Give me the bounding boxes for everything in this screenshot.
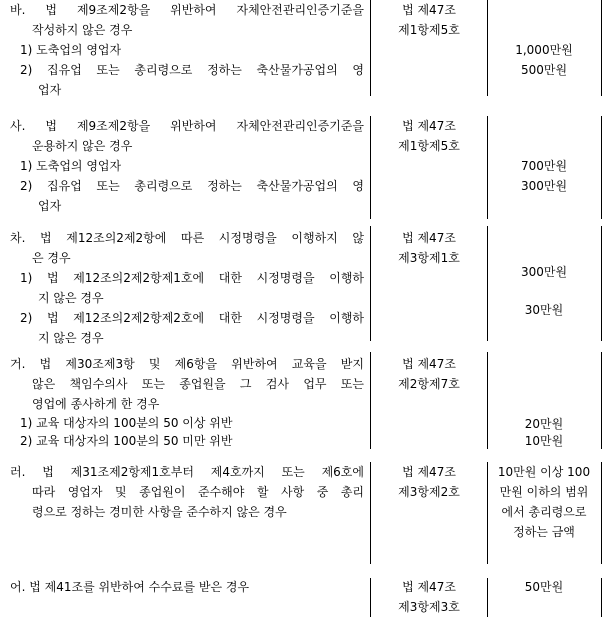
violation-line: 업자	[38, 83, 62, 97]
fine-amount: 20만원	[524, 417, 564, 431]
table-right-border	[601, 578, 602, 617]
violation-line: 지 않은 경우	[38, 291, 104, 305]
legal-basis: 법 제47조 제2항제7호	[398, 357, 460, 391]
legal-basis: 법 제47조 제3항제1호	[398, 231, 460, 265]
table-right-border	[601, 116, 602, 219]
column-divider-right	[487, 0, 488, 96]
column-divider-left	[370, 578, 371, 617]
fine-amount: 700만원	[520, 159, 568, 173]
violation-line: 1) 법 제12조의2제2항제1호에 대한 시정명령을 이행하	[20, 271, 364, 285]
violation-line: 바. 법 제9조제2항을 위반하여 자체안전관리인증기준을	[10, 3, 364, 17]
violation-line: 러. 법 제31조제2항제1호부터 제4호까지 또는 제6호에	[10, 465, 364, 479]
violation-line: 차. 법 제12조의2제2항에 따른 시정명령을 이행하지 않	[10, 231, 364, 245]
violation-line: 사. 법 제9조제2항을 위반하여 자체안전관리인증기준을	[10, 119, 364, 133]
violation-line: 운용하지 않은 경우	[32, 139, 133, 153]
table-right-border	[601, 226, 602, 341]
column-divider-right	[487, 578, 488, 617]
fine-amount: 1,000만원	[515, 43, 573, 57]
table-right-border	[601, 0, 602, 96]
violation-line: 작성하지 않은 경우	[32, 23, 133, 37]
legal-basis: 법 제47조 제1항제5호	[398, 119, 460, 153]
violation-description	[10, 0, 364, 100]
column-divider-right	[487, 226, 488, 341]
violation-line: 2) 교육 대상자의 100분의 50 미만 위반	[20, 434, 233, 448]
violation-description	[10, 354, 364, 450]
legal-basis: 법 제47조 제1항제5호	[398, 3, 460, 37]
violation-line: 영업에 종사하게 한 경우	[32, 397, 160, 411]
fine-amount-range: 10만원 이상 100 만원 이하의 범위 에서 총리령으로 정하는 금액	[497, 465, 591, 539]
legal-basis: 법 제47조 제3항제3호	[398, 580, 460, 614]
violation-line: 따라 영업자 및 종업원이 준수해야 할 사항 중 총리	[32, 485, 364, 499]
violation-line: 지 않은 경우	[38, 331, 104, 345]
table-right-border	[601, 352, 602, 449]
violation-line: 1) 도축업의 영업자	[20, 43, 122, 57]
violation-line: 령으로 정하는 경미한 사항을 준수하지 않은 경우	[32, 505, 287, 519]
column-divider-right	[487, 116, 488, 219]
violation-line: 2) 집유업 또는 총리령으로 정하는 축산물가공업의 영	[20, 179, 364, 193]
column-divider-left	[370, 226, 371, 341]
violation-line: 2) 집유업 또는 총리령으로 정하는 축산물가공업의 영	[20, 63, 364, 77]
column-divider-left	[370, 116, 371, 219]
legal-basis: 법 제47조 제3항제2호	[398, 465, 460, 499]
violation-description	[10, 577, 364, 597]
violation-line: 1) 도축업의 영업자	[20, 159, 122, 173]
column-divider-left	[370, 0, 371, 96]
fine-amount: 10만원	[524, 434, 564, 448]
fine-amount: 50만원	[524, 580, 564, 594]
violation-description	[10, 116, 364, 216]
table-right-border	[601, 462, 602, 564]
violation-description	[10, 228, 364, 348]
column-divider-left	[370, 352, 371, 449]
fine-amount: 30만원	[524, 303, 564, 317]
column-divider-left	[370, 462, 371, 564]
fine-amount: 300만원	[520, 179, 568, 193]
violation-line: 2) 법 제12조의2제2항제2호에 대한 시정명령을 이행하	[20, 311, 364, 325]
violation-line: 않은 책임수의사 또는 종업원을 그 검사 업무 또는	[32, 377, 364, 391]
violation-line: 거. 법 제30조제3항 및 제6항을 위반하여 교육을 받지	[10, 357, 364, 371]
violation-description	[10, 462, 364, 522]
column-divider-right	[487, 352, 488, 449]
violation-line: 어. 법 제41조를 위반하여 수수료를 받은 경우	[10, 580, 250, 594]
fine-amount: 300만원	[520, 265, 568, 279]
column-divider-right	[487, 462, 488, 564]
violation-line: 은 경우	[32, 251, 71, 265]
fine-amount: 500만원	[520, 63, 568, 77]
violation-line: 1) 교육 대상자의 100분의 50 이상 위반	[20, 416, 233, 430]
violation-line: 업자	[38, 199, 62, 213]
